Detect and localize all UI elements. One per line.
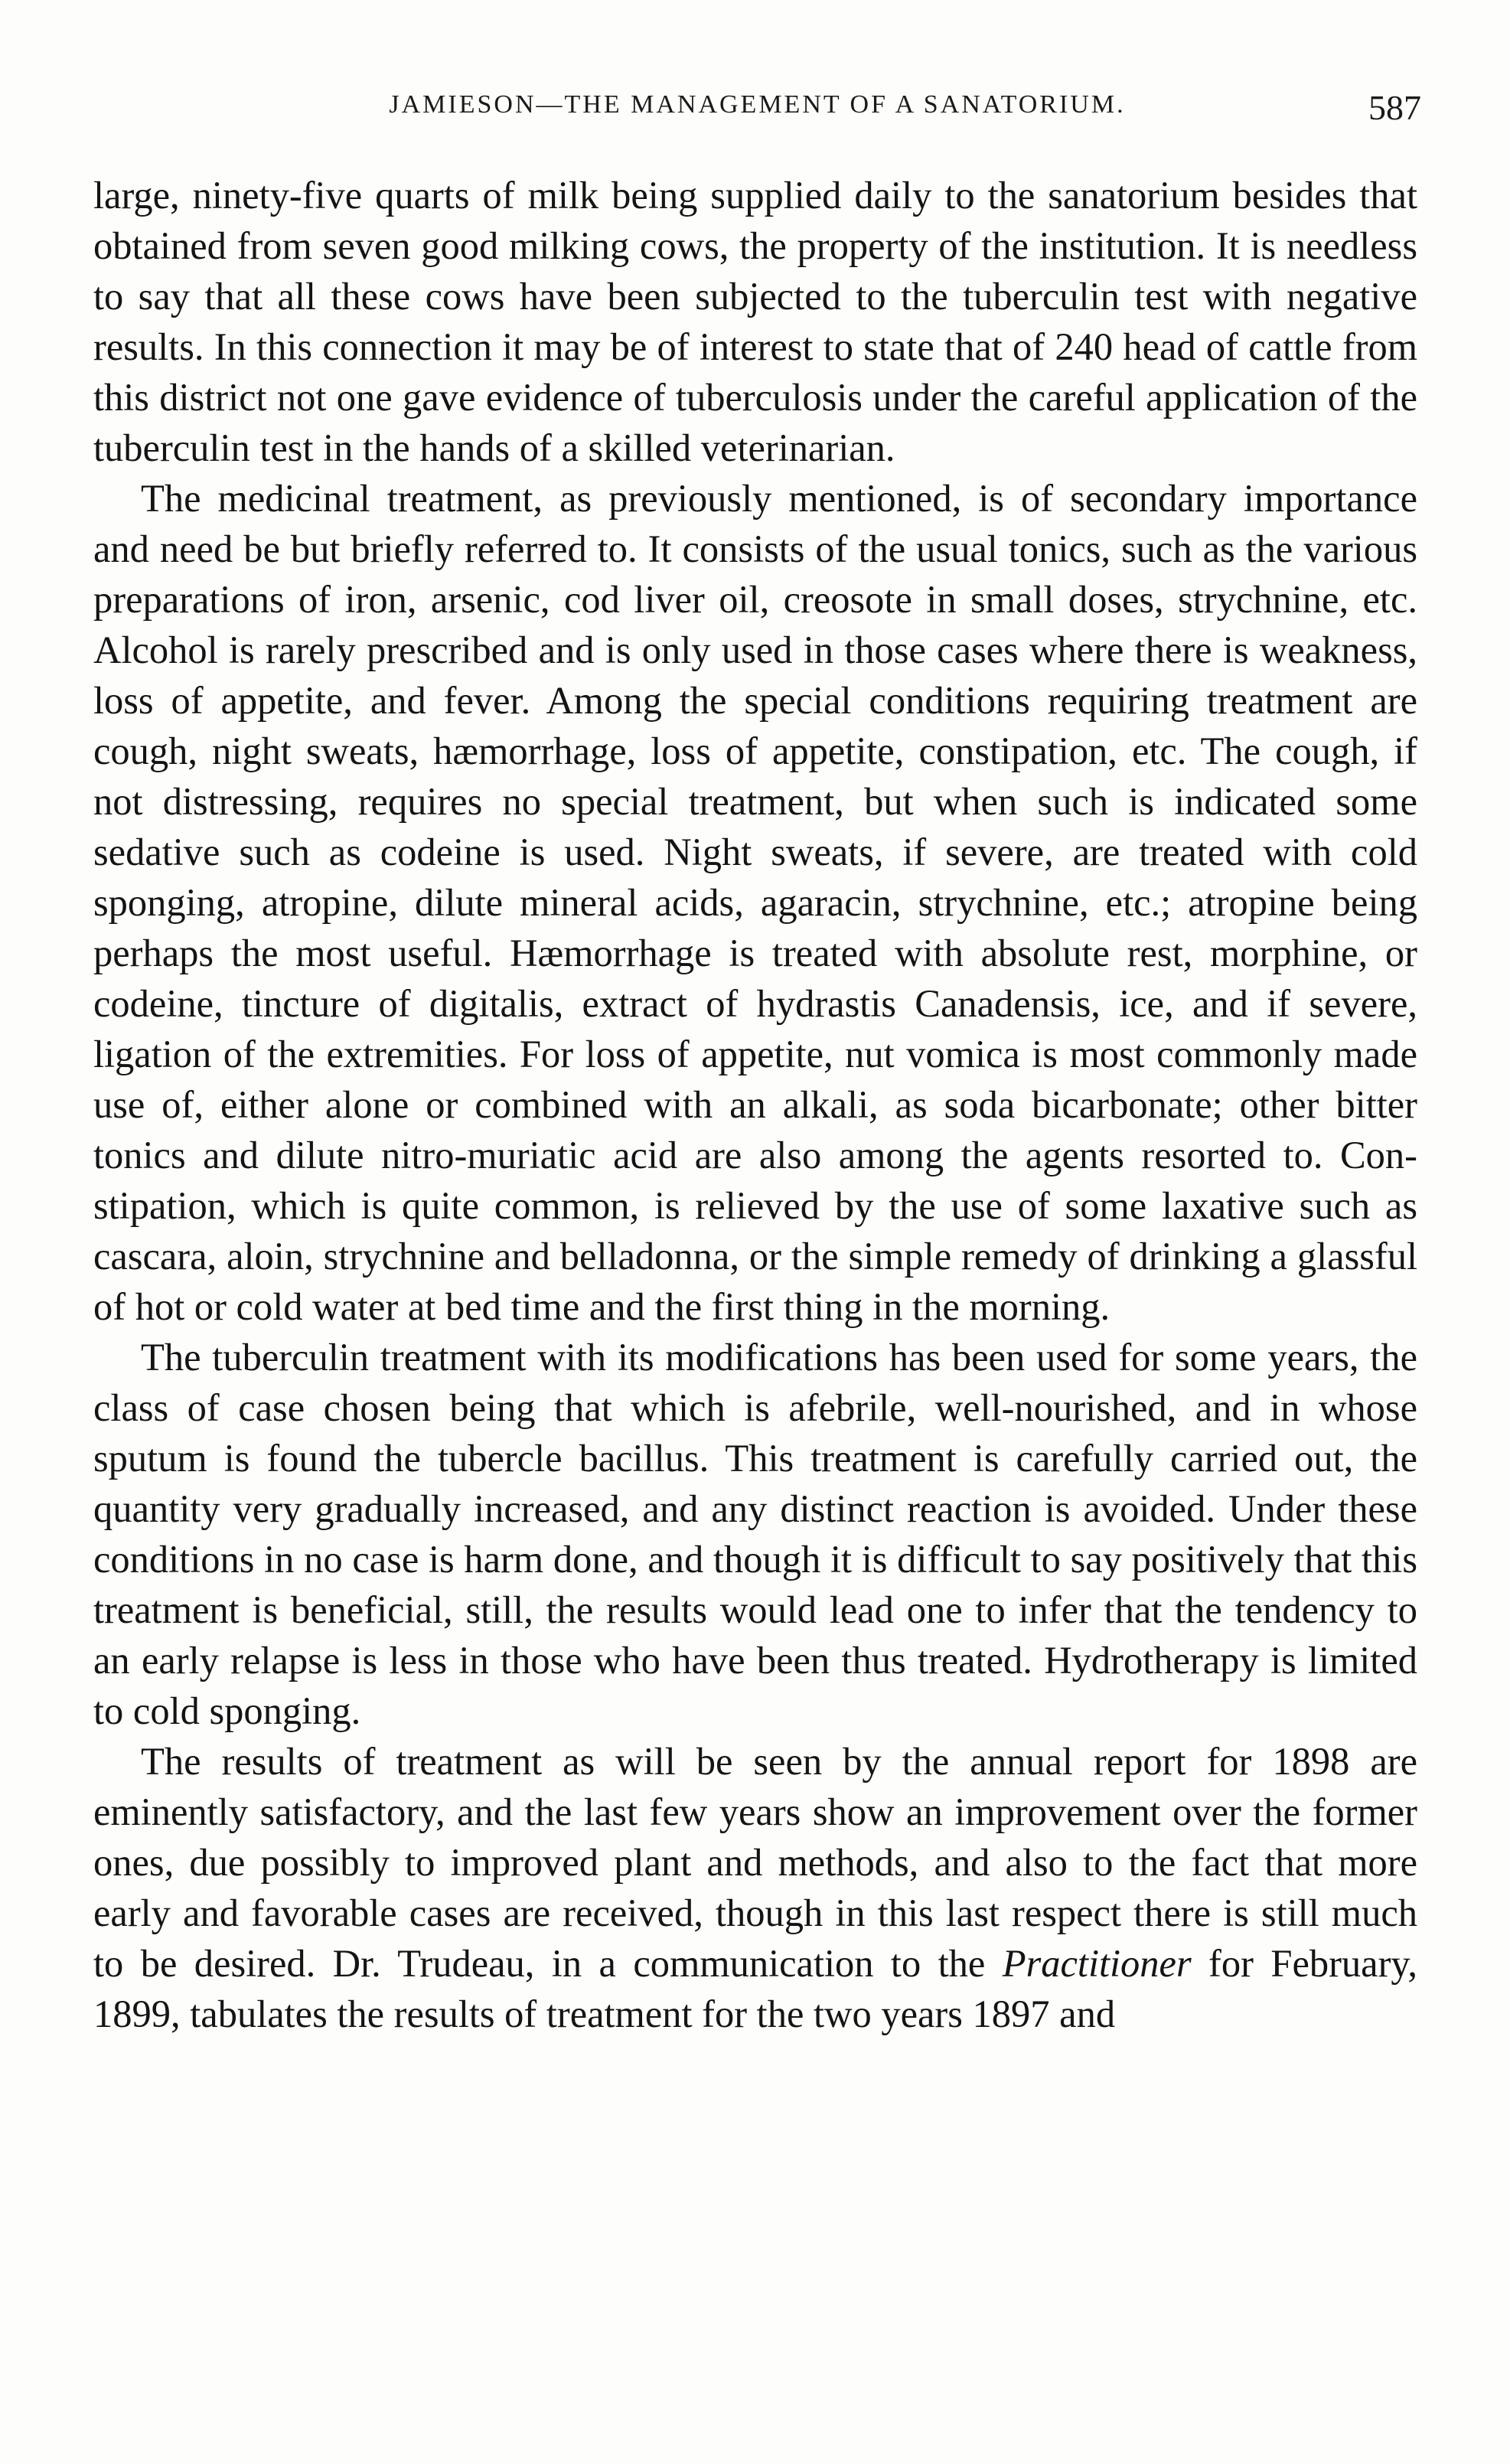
paragraph-milk-supply: large, ninety-five quarts of milk being supplied daily to the sanatorium besides that obtained from seven good milking cows, the property of the institution. It is needless to say that all these cows have been subjected to the tuberculin test with negative results. In this connection it may be of interest to state that of 240 head of cattle from this district not one gave evidence of tuberculosis under the careful application of the tuberculin test in the hands of a skilled veterinarian. <box>93 174 1417 469</box>
paragraph-medicinal-treatment: The medicinal treatment, as previously mentioned, is of secondary importance and need be but briefly referred to. It consists of the usual tonics, such as the various preparations of iron, arsenic, cod liver oil, creosote in small doses, strychnine, etc. Alcohol is rarely prescribed and is only used in those cases where there is weakness, loss of appetite, and fever. Among the special conditions requiring treatment are cough, night sweats, hæmorrhage, loss of appetite, constipation, etc. The cough, if not distressing, requires no special treatment, but when such is indicated some sedative such as codeine is used. Night sweats, if severe, are treated with cold sponging, atropine, dilute mineral acids, agaracin, strychnine, etc.; atropine being perhaps the most useful. Hæmorrhage is treated with absolute rest, morphine, or codeine, tincture of digitalis, extract of hydrastis Canadensis, ice, and if severe, ligation of the extremities. For loss of appetite, nut vomica is most commonly made use of, either alone or combined with an alkali, as soda bicarbonate; other bitter tonics and dilute nitro-muriatic acid are also among the agents resorted to. Constipation, which is quite common, is relieved by the use of some laxative such as cascara, aloin, strychnine and belladonna, or the simple remedy of drinking a glassful of hot or cold water at bed time and the first thing in the morning. <box>93 477 1417 1328</box>
results-text-start: The results of treatment as will be seen by the annual report for 1898 are eminently satisfactory, and the last few years show an improvement over the former ones, due possibly to improved plant and methods, and also to the fact that more early and favorable cases are received, though in this last respect there is still much to be desired. Dr. Trudeau, in a communication to the <box>93 1740 1417 1985</box>
paragraph-results-of-treatment <box>93 1736 1417 2039</box>
results-text-end: for February, 1899, tabulates the results of treatment for the two years 1897 and <box>93 1942 1417 2035</box>
running-title: JAMIESON—THE MANAGEMENT OF A SANATORIUM. <box>389 90 1126 119</box>
page-number: 587 <box>1368 88 1421 127</box>
running-head <box>93 90 1421 136</box>
paragraph-tuberculin-treatment: The tuberculin treatment with its modifications has been used for some years, the class of case chosen being that which is afebrile, well-nourished, and in whose sputum is found the tubercle bacillus. This treatment is carefully carried out, the quantity very gradually increased, and any distinct reaction is avoided. Under these conditions in no case is harm done, and though it is difficult to say positively that this treatment is beneficial, still, the results would lead one to infer that the tendency to an early relapse is less in those who have been thus treated. Hydrotherapy is limited to cold sponging. <box>93 1336 1417 1732</box>
body-text <box>93 170 1417 2039</box>
journal-title-practitioner: Practitioner <box>1002 1942 1192 1985</box>
